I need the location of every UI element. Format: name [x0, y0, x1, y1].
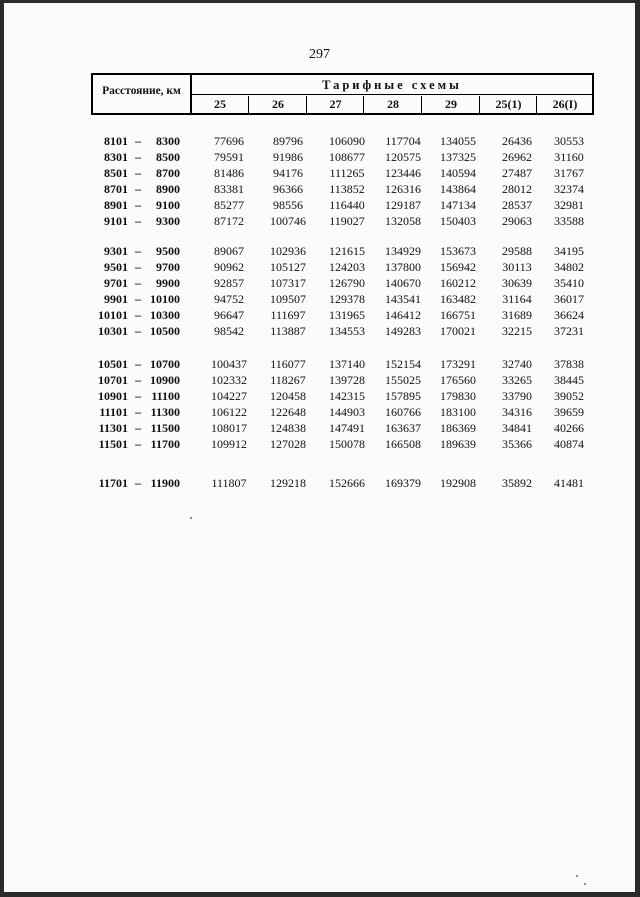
- tariff-value: 32215: [502, 324, 532, 338]
- tariff-value: 102332: [211, 373, 247, 387]
- scan-speck: [584, 883, 586, 885]
- range-dash: –: [135, 276, 141, 290]
- tariff-value: 32740: [502, 357, 532, 371]
- tariff-value: 137800: [385, 260, 421, 274]
- range-from: 10901: [98, 389, 128, 403]
- tariff-value: 89796: [273, 134, 303, 148]
- tariff-value: 192908: [440, 476, 476, 490]
- tariff-value: 31767: [554, 166, 584, 180]
- tariff-value: 96366: [273, 182, 303, 196]
- range-dash: –: [135, 214, 141, 228]
- tariff-value: 116077: [270, 357, 306, 371]
- table-row: [4, 165, 635, 181]
- tariff-value: 108017: [211, 421, 247, 435]
- range-to: 11900: [150, 476, 180, 490]
- range-dash: –: [135, 198, 141, 212]
- tariff-value: 126316: [385, 182, 421, 196]
- tariff-value: 35366: [502, 437, 532, 451]
- range-from: 8101: [104, 134, 128, 148]
- tariff-value: 140594: [440, 166, 476, 180]
- tariff-value: 169379: [385, 476, 421, 490]
- tariff-value: 155025: [385, 373, 421, 387]
- tariff-value: 85277: [214, 198, 244, 212]
- tariff-value: 36624: [554, 308, 584, 322]
- tariff-value: 123446: [385, 166, 421, 180]
- tariff-value: 79591: [214, 150, 244, 164]
- range-from: 11501: [98, 437, 128, 451]
- tariff-value: 34802: [554, 260, 584, 274]
- tariff-value: 94752: [214, 292, 244, 306]
- tariff-value: 122648: [270, 405, 306, 419]
- range-dash: –: [135, 405, 141, 419]
- tariff-value: 152666: [329, 476, 365, 490]
- range-to: 8900: [156, 182, 180, 196]
- tariff-value: 143864: [440, 182, 476, 196]
- tariff-value: 90962: [214, 260, 244, 274]
- tariff-value: 94176: [273, 166, 303, 180]
- range-from: 8901: [104, 198, 128, 212]
- range-to: 10500: [150, 324, 180, 338]
- table-row: [4, 420, 635, 436]
- range-from: 8501: [104, 166, 128, 180]
- tariff-value: 100437: [211, 357, 247, 371]
- tariff-value: 129218: [270, 476, 306, 490]
- range-dash: –: [135, 476, 141, 490]
- tariff-value: 126790: [329, 276, 365, 290]
- table-row: [4, 133, 635, 149]
- table-row: [4, 197, 635, 213]
- range-dash: –: [135, 182, 141, 196]
- range-from: 11701: [98, 476, 128, 490]
- tariff-value: 32374: [554, 182, 584, 196]
- tariff-value: 139728: [329, 373, 365, 387]
- tariff-value: 32981: [554, 198, 584, 212]
- range-from: 8301: [104, 150, 128, 164]
- table-row: [4, 372, 635, 388]
- tariff-value: 83381: [214, 182, 244, 196]
- tariff-value: 30639: [502, 276, 532, 290]
- tariff-value: 117704: [385, 134, 421, 148]
- range-to: 9300: [156, 214, 180, 228]
- tariff-value: 120575: [385, 150, 421, 164]
- tariff-value: 189639: [440, 437, 476, 451]
- tariff-value: 31689: [502, 308, 532, 322]
- tariff-value: 132058: [385, 214, 421, 228]
- tariff-value: 152154: [385, 357, 421, 371]
- range-from: 9301: [104, 244, 128, 258]
- tariff-value: 39659: [554, 405, 584, 419]
- range-dash: –: [135, 292, 141, 306]
- tariff-value: 120458: [270, 389, 306, 403]
- document-page: [4, 3, 635, 892]
- tariff-value: 108677: [329, 150, 365, 164]
- table-row: [4, 307, 635, 323]
- tariff-value: 176560: [440, 373, 476, 387]
- table-row: [4, 243, 635, 259]
- tariff-value: 147491: [329, 421, 365, 435]
- header-divider: [190, 94, 592, 95]
- tariff-value: 127028: [270, 437, 306, 451]
- tariff-value: 109912: [211, 437, 247, 451]
- page-number: 297: [309, 47, 330, 62]
- tariff-value: 40874: [554, 437, 584, 451]
- range-from: 8701: [104, 182, 128, 196]
- tariff-value: 41481: [554, 476, 584, 490]
- range-dash: –: [135, 421, 141, 435]
- tariff-value: 106090: [329, 134, 365, 148]
- tariff-value: 100746: [270, 214, 306, 228]
- range-from: 9501: [104, 260, 128, 274]
- tariff-value: 111697: [270, 308, 306, 322]
- range-to: 11500: [150, 421, 180, 435]
- range-dash: –: [135, 324, 141, 338]
- distance-header-label: Расстояние, км: [102, 85, 181, 97]
- tariff-value: 119027: [329, 214, 365, 228]
- tariff-value: 146412: [385, 308, 421, 322]
- tariff-value: 89067: [214, 244, 244, 258]
- range-to: 9700: [156, 260, 180, 274]
- tariff-value: 183100: [440, 405, 476, 419]
- tariff-value: 160766: [385, 405, 421, 419]
- table-row: [4, 388, 635, 404]
- tariff-value: 142315: [329, 389, 365, 403]
- column-header: 28: [363, 96, 422, 113]
- range-from: 11301: [98, 421, 128, 435]
- table-row: [4, 275, 635, 291]
- tariff-value: 27487: [502, 166, 532, 180]
- tariff-value: 134929: [385, 244, 421, 258]
- tariff-value: 109507: [270, 292, 306, 306]
- range-dash: –: [135, 437, 141, 451]
- column-header: 27: [306, 96, 364, 113]
- tariff-value: 29588: [502, 244, 532, 258]
- tariff-value: 179830: [440, 389, 476, 403]
- range-dash: –: [135, 308, 141, 322]
- tariff-value: 134055: [440, 134, 476, 148]
- range-dash: –: [135, 373, 141, 387]
- tariff-value: 149283: [385, 324, 421, 338]
- tariff-value: 173291: [440, 357, 476, 371]
- tariff-value: 104227: [211, 389, 247, 403]
- tariff-value: 105127: [270, 260, 306, 274]
- range-dash: –: [135, 389, 141, 403]
- tariff-value: 150403: [440, 214, 476, 228]
- tariff-value: 33790: [502, 389, 532, 403]
- tariff-value: 113887: [270, 324, 306, 338]
- tariff-value: 92857: [214, 276, 244, 290]
- tariff-value: 140670: [385, 276, 421, 290]
- tariff-value: 91986: [273, 150, 303, 164]
- tariff-value: 34195: [554, 244, 584, 258]
- tariff-value: 29063: [502, 214, 532, 228]
- range-to: 10700: [150, 357, 180, 371]
- tariff-value: 98556: [273, 198, 303, 212]
- tariff-value: 37838: [554, 357, 584, 371]
- tariff-value: 153673: [440, 244, 476, 258]
- tariff-value: 129378: [329, 292, 365, 306]
- tariff-value: 34841: [502, 421, 532, 435]
- tariff-value: 163637: [385, 421, 421, 435]
- tariff-value: 39052: [554, 389, 584, 403]
- range-dash: –: [135, 357, 141, 371]
- range-from: 11101: [99, 405, 128, 419]
- tariff-value: 37231: [554, 324, 584, 338]
- tariff-value: 131965: [329, 308, 365, 322]
- tariff-value: 31164: [502, 292, 532, 306]
- range-to: 10900: [150, 373, 180, 387]
- tariff-value: 96647: [214, 308, 244, 322]
- table-header: [91, 73, 594, 115]
- table-row: [4, 404, 635, 420]
- tariff-value: 157895: [385, 389, 421, 403]
- range-from: 10701: [98, 373, 128, 387]
- table-row: [4, 259, 635, 275]
- tariff-value: 170021: [440, 324, 476, 338]
- range-to: 9100: [156, 198, 180, 212]
- table-row: [4, 436, 635, 452]
- column-header: 25(1): [479, 96, 537, 113]
- range-to: 10300: [150, 308, 180, 322]
- range-from: 9701: [104, 276, 128, 290]
- tariff-value: 28537: [502, 198, 532, 212]
- tariff-value: 143541: [385, 292, 421, 306]
- range-dash: –: [135, 260, 141, 274]
- range-dash: –: [135, 150, 141, 164]
- range-to: 11700: [150, 437, 180, 451]
- tariff-value: 30113: [502, 260, 532, 274]
- range-dash: –: [135, 244, 141, 258]
- table-row: [4, 323, 635, 339]
- tariff-value: 87172: [214, 214, 244, 228]
- range-to: 10100: [150, 292, 180, 306]
- tariff-value: 150078: [329, 437, 365, 451]
- tariff-value: 38445: [554, 373, 584, 387]
- range-to: 11100: [151, 389, 180, 403]
- tariff-value: 77696: [214, 134, 244, 148]
- tariff-value: 81486: [214, 166, 244, 180]
- tariff-value: 31160: [554, 150, 584, 164]
- tariff-value: 160212: [440, 276, 476, 290]
- range-from: 10501: [98, 357, 128, 371]
- table-row: [4, 291, 635, 307]
- tariff-value: 106122: [211, 405, 247, 419]
- range-dash: –: [135, 166, 141, 180]
- tariff-value: 35892: [502, 476, 532, 490]
- tariff-value: 34316: [502, 405, 532, 419]
- tariff-value: 156942: [440, 260, 476, 274]
- tariff-value: 134553: [329, 324, 365, 338]
- tariff-value: 33265: [502, 373, 532, 387]
- column-header: 26(I): [536, 96, 593, 113]
- table-row: [4, 475, 635, 491]
- range-to: 8500: [156, 150, 180, 164]
- scan-speck: [190, 517, 192, 519]
- tariff-value: 107317: [270, 276, 306, 290]
- tariff-value: 121615: [329, 244, 365, 258]
- table-row: [4, 213, 635, 229]
- tariff-value: 118267: [270, 373, 306, 387]
- tariff-value: 124838: [270, 421, 306, 435]
- range-from: 9101: [104, 214, 128, 228]
- range-to: 9900: [156, 276, 180, 290]
- tariff-schemes-header: Тарифные схемы: [322, 78, 462, 92]
- range-to: 8300: [156, 134, 180, 148]
- tariff-value: 116440: [329, 198, 365, 212]
- range-to: 8700: [156, 166, 180, 180]
- tariff-value: 111265: [329, 166, 365, 180]
- tariff-value: 163482: [440, 292, 476, 306]
- tariff-value: 111807: [211, 476, 247, 490]
- column-header: 25: [214, 97, 226, 111]
- tariff-value: 98542: [214, 324, 244, 338]
- table-row: [4, 356, 635, 372]
- tariff-value: 26436: [502, 134, 532, 148]
- tariff-value: 28012: [502, 182, 532, 196]
- range-to: 9500: [156, 244, 180, 258]
- range-from: 10301: [98, 324, 128, 338]
- tariff-value: 35410: [554, 276, 584, 290]
- range-from: 9901: [104, 292, 128, 306]
- range-dash: –: [135, 134, 141, 148]
- tariff-value: 137140: [329, 357, 365, 371]
- tariff-value: 33588: [554, 214, 584, 228]
- tariff-value: 113852: [329, 182, 365, 196]
- tariff-value: 137325: [440, 150, 476, 164]
- distance-header-cell: [93, 75, 192, 113]
- tariff-value: 30553: [554, 134, 584, 148]
- tariff-value: 26962: [502, 150, 532, 164]
- tariff-value: 166508: [385, 437, 421, 451]
- tariff-value: 186369: [440, 421, 476, 435]
- tariff-value: 124203: [329, 260, 365, 274]
- table-row: [4, 181, 635, 197]
- tariff-value: 129187: [385, 198, 421, 212]
- table-row: [4, 149, 635, 165]
- column-header: 26: [248, 96, 307, 113]
- tariff-value: 166751: [440, 308, 476, 322]
- tariff-value: 40266: [554, 421, 584, 435]
- range-from: 10101: [98, 308, 128, 322]
- column-header: 29: [421, 96, 480, 113]
- tariff-value: 144903: [329, 405, 365, 419]
- tariff-value: 102936: [270, 244, 306, 258]
- tariff-value: 147134: [440, 198, 476, 212]
- scan-speck: [576, 875, 578, 877]
- range-to: 11300: [150, 405, 180, 419]
- tariff-value: 36017: [554, 292, 584, 306]
